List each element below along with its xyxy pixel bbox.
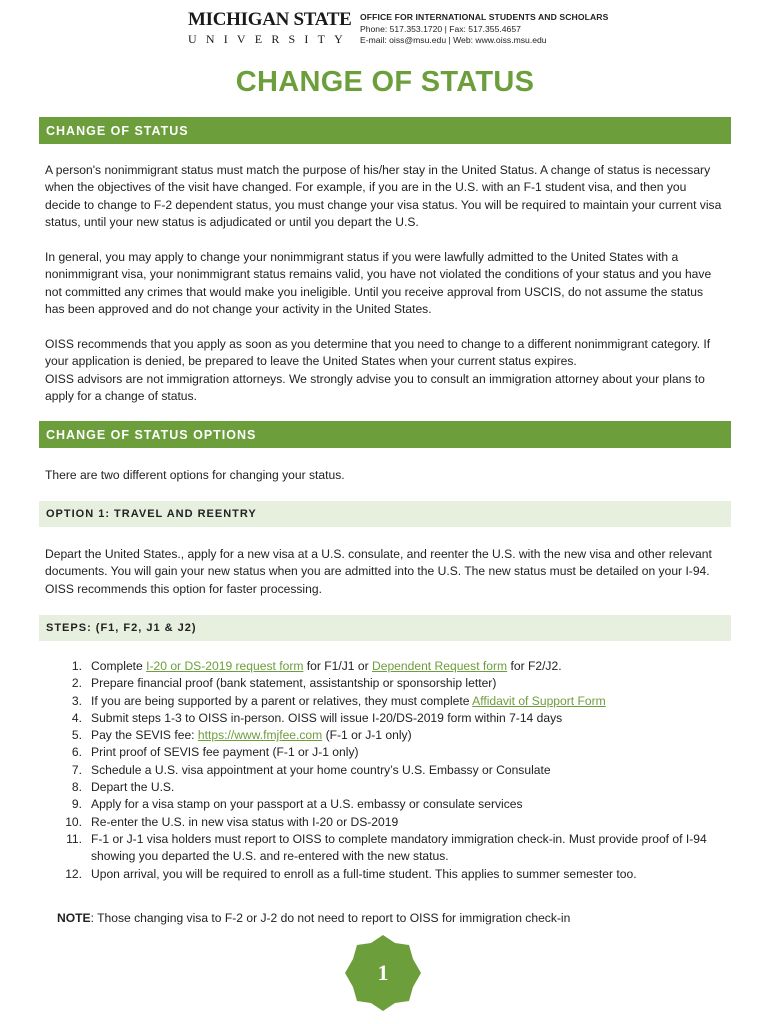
dependent-request-form-link[interactable]: Dependent Request form (371, 659, 508, 673)
list-item: 11. F-1 or J-1 visa holders must report to OISS to complete mandatory immigration check-in. Must provide proof of I-94 showing you departed the U.S. and re-entered with the new status. (66, 831, 707, 864)
list-item: 8. Depart the U.S. (71, 780, 175, 795)
affidavit-of-support-link[interactable]: Affidavit of Support Form (472, 693, 606, 708)
list-item: 2. Prepare financial proof (bank statement, assistantship or sponsorship letter) (71, 676, 497, 691)
logo-wordmark-bottom: UNIVERSITY (188, 32, 352, 46)
note-text: : Those changing visa to F-2 or J-2 do not need to report to OISS for immigration check-in (90, 911, 571, 925)
list-item: 1. Complete I-20 or DS-2019 request form for F1/J1 or Dependent Request form for F2/J2. (71, 659, 562, 673)
page-number-badge (343, 933, 423, 1013)
list-item: 10. Re-enter the U.S. in new visa status with I-20 or DS-2019 (65, 814, 399, 829)
list-item: 4. Submit steps 1-3 to OISS in-person. OISS will issue I-20/DS-2019 form within 7-14 days (71, 710, 563, 725)
subheading-steps: STEPS: (F1, F2, J1 & J2) (39, 615, 731, 641)
note (57, 910, 570, 927)
subheading-option-1: OPTION 1: TRAVEL AND REENTRY (39, 501, 731, 527)
office-title: OFFICE FOR INTERNATIONAL STUDENTS AND SCHOLARS (360, 12, 609, 22)
section-heading-options: CHANGE OF STATUS OPTIONS (39, 421, 731, 448)
paragraph-intro: A person's nonimmigrant status must match the purpose of his/her stay in the United Status. A change of status is necessary when the objectives of the visit have changed. For example, if you are in the U.S. with an F-1 student visa, and then you decide to change to F-2 dependent status, you must change your visa status. You will be required to maintain your current visa status, until your new status is adjudicated or until you depart the U.S. (45, 163, 722, 229)
paragraph-eligibility: In general, you may apply to change your nonimmigrant status if you were lawfully admitted to the United States with a nonimmigrant visa, your nonimmigrant status remains valid, you have not violated the conditions of your status and you have not committed any crimes that would make you ineligible. Until you receive approval from USCIS, do not assume the status has been approved and do not change your activity in the United States. (45, 250, 712, 316)
list-item: 9. Apply for a visa stamp on your passport at a U.S. embassy or consulate services (71, 797, 523, 812)
list-item: 6. Print proof of SEVIS fee payment (F-1 or J-1 only) (71, 745, 359, 760)
office-contact-block (360, 12, 608, 47)
list-item: 5. Pay the SEVIS fee: https://www.fmjfee.com (F-1 or J-1 only) (71, 728, 412, 743)
fmjfee-link[interactable]: https://www.fmjfee.com (197, 728, 323, 743)
list-item: 3. If you are being supported by a parent or relatives, they must complete Affidavit of Support Form (71, 693, 606, 708)
msu-logo (188, 9, 352, 50)
page-title: CHANGE OF STATUS (235, 66, 535, 98)
note-label: NOTE (57, 911, 91, 925)
list-item: 7. Schedule a U.S. visa appointment at your home country’s U.S. Embassy or Consulate (71, 762, 551, 777)
document-header (0, 0, 770, 60)
paragraph-options-intro: There are two different options for changing your status. (45, 468, 345, 482)
paragraph-recommendation-a: OISS recommends that you apply as soon as you determine that you need to change to a different nonimmigrant category. If your application is denied, be prepared to leave the United States when your current status expires. (45, 337, 711, 369)
page-number: 1 (377, 960, 389, 985)
steps-list (45, 658, 725, 883)
office-phone: Phone: 517.353.1720 | Fax: 517.355.4657 (360, 23, 521, 34)
list-item: 12. Upon arrival, you will be required to enroll as a full-time student. This applies to summer semester too. (65, 866, 637, 881)
paragraph-recommendation-b: OISS advisors are not immigration attorneys. We strongly advise you to consult an immigration attorney about your plans to apply for a change of status. (45, 371, 705, 403)
logo-wordmark-top: MICHIGAN STATE (188, 9, 352, 30)
paragraph-recommendation (45, 336, 725, 405)
office-email: E-mail: oiss@msu.edu | Web: www.oiss.msu.edu (360, 35, 547, 45)
i20-ds2019-request-form-link[interactable]: I-20 or DS-2019 request form (146, 659, 304, 673)
section-heading-change-of-status: CHANGE OF STATUS (39, 117, 731, 144)
paragraph-option-1: Depart the United States., apply for a new visa at a U.S. consulate, and reenter the U.S. with the new visa and other relevant documents. You will gain your new status when you are admitted into the U.S. The new status must be detailed on your I-94. OISS recommends this option for faster processing. (45, 547, 712, 596)
